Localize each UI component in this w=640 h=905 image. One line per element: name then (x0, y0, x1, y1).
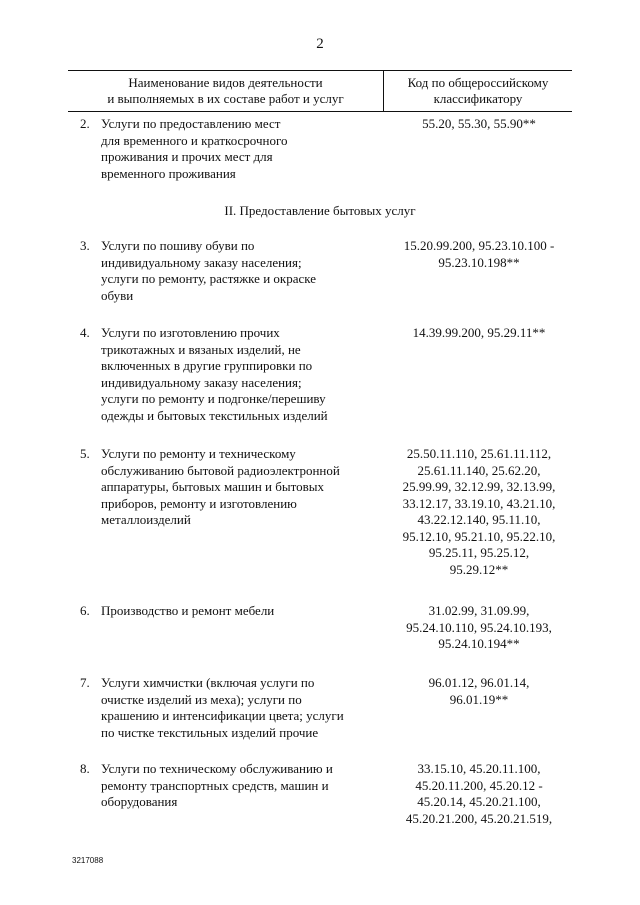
row-classifier-code: 15.20.99.200, 95.23.10.100 - 95.23.10.198** (403, 238, 555, 270)
section-title: II. Предоставление бытовых услуг (224, 203, 416, 218)
row-activity-name: Услуги химчистки (включая услуги по очистке изделий из меха); услуги по крашению и интенсификации цвета; услуги по чистке текстильных изделий прочие (101, 675, 344, 740)
row-classifier-code: 55.20, 55.30, 55.90** (422, 116, 536, 131)
row-number: 6. (80, 603, 90, 618)
row-activity-name: Услуги по ремонту и техническому обслуживанию бытовой радиоэлектронной аппаратуры, бытовых машин и бытовых приборов, ремонту и изготовлению металлоизделий (101, 446, 340, 527)
header-name-label: Наименование видов деятельности и выполняемых в их составе работ и услуг (107, 75, 344, 106)
row-activity-name: Производство и ремонт мебели (101, 603, 275, 618)
header-code-column (384, 71, 572, 111)
row-number: 8. (80, 761, 90, 776)
row-classifier-code: 96.01.12, 96.01.14, 96.01.19** (428, 675, 530, 707)
row-number: 2. (80, 116, 90, 131)
row-classifier-code: 25.50.11.110, 25.61.11.112, 25.61.11.140, 25.62.20, 25.99.99, 32.12.99, 32.13.99, 33.12.17, 33.19.10, 43.21.10, 43.22.12.140, 95.11.10, 95.12.10, 95.21.10, 95.22.10, 95.25.11, 95.25.12, 95.29.12** (402, 446, 556, 577)
page-number: 2 (316, 36, 324, 52)
table-header (68, 70, 572, 112)
row-activity-name: Услуги по техническому обслуживанию и ремонту транспортных средств, машин и оборудования (101, 761, 333, 809)
row-number: 7. (80, 675, 90, 690)
row-number: 5. (80, 446, 90, 461)
header-name-column (68, 71, 384, 111)
document-id: 3217088 (72, 856, 104, 865)
row-classifier-code: 14.39.99.200, 95.29.11** (412, 325, 546, 340)
row-classifier-code: 31.02.99, 31.09.99, 95.24.10.110, 95.24.10.193, 95.24.10.194** (406, 603, 552, 651)
row-activity-name: Услуги по пошиву обуви по индивидуальному заказу населения; услуги по ремонту, растяжке и окраске обуви (101, 238, 317, 303)
row-classifier-code: 33.15.10, 45.20.11.100, 45.20.11.200, 45.20.12 - 45.20.14, 45.20.21.100, 45.20.21.200, 45.20.21.519, (405, 761, 553, 826)
row-activity-name: Услуги по предоставлению мест для временного и краткосрочного проживания и прочих мест для временного проживания (101, 116, 288, 181)
row-number: 3. (80, 238, 90, 253)
row-activity-name: Услуги по изготовлению прочих трикотажных и вязаных изделий, не включенных в другие группировки по индивидуальному заказу населения; услуги по ремонту и подгонке/перешиву одежды и бытовых текстильных изделий (101, 325, 328, 423)
header-code-label: Код по общероссийскому классификатору (407, 75, 549, 106)
row-number: 4. (80, 325, 90, 340)
